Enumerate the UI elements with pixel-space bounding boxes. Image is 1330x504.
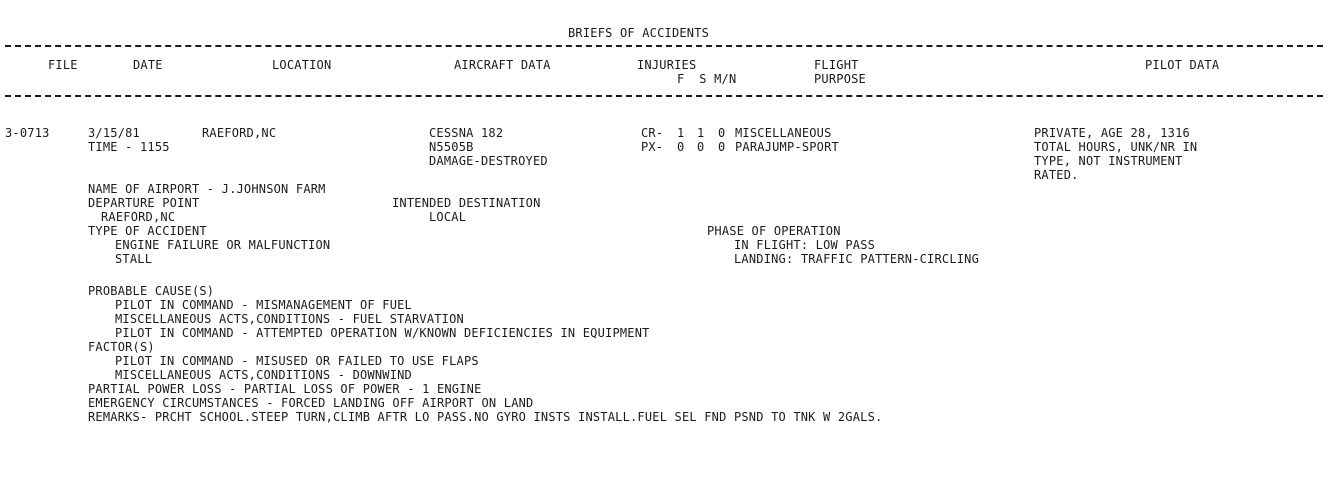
pilot-data-line-2: TOTAL HOURS, UNK/NR IN — [1034, 140, 1198, 154]
header-injuries: INJURIES — [637, 58, 697, 72]
probable-cause-label: PROBABLE CAUSE(S) — [88, 284, 215, 298]
partial-power-loss: PARTIAL POWER LOSS - PARTIAL LOSS OF POWER - 1 ENGINE — [88, 382, 482, 396]
header-aircraft-data: AIRCRAFT DATA — [454, 58, 551, 72]
aircraft-model: CESSNA 182 — [429, 126, 504, 140]
header-bottom-rule — [5, 95, 1323, 97]
factor-item-2: MISCELLANEOUS ACTS,CONDITIONS - DOWNWIND — [115, 368, 412, 382]
aircraft-registration: N5505B — [429, 140, 474, 154]
injury-crew-minor: 0 — [718, 126, 726, 140]
header-purpose: PURPOSE — [814, 72, 866, 86]
type-of-accident-item-1: ENGINE FAILURE OR MALFUNCTION — [115, 238, 331, 252]
header-pilot-data: PILOT DATA — [1145, 58, 1220, 72]
remarks: REMARKS- PRCHT SCHOOL.STEEP TURN,CLIMB AFTR LO PASS.NO GYRO INSTS INSTALL.FUEL SEL FND PSND TO TNK W 2GALS. — [88, 410, 883, 424]
injury-crew-fatal: 1 — [677, 126, 685, 140]
accident-location: RAEFORD,NC — [202, 126, 277, 140]
page-title: BRIEFS OF ACCIDENTS — [568, 26, 710, 40]
injury-crew-label: CR- — [641, 126, 664, 140]
injury-pax-minor: 0 — [718, 140, 726, 154]
airport-name: NAME OF AIRPORT - J.JOHNSON FARM — [88, 182, 326, 196]
departure-value: RAEFORD,NC — [101, 210, 176, 224]
header-file: FILE — [48, 58, 78, 72]
accident-time: TIME - 1155 — [88, 140, 170, 154]
injury-crew-serious: 1 — [697, 126, 705, 140]
factor-item-1: PILOT IN COMMAND - MISUSED OR FAILED TO USE FLAPS — [115, 354, 479, 368]
injury-pax-serious: 0 — [697, 140, 705, 154]
file-number: 3-0713 — [5, 126, 50, 140]
flight-purpose-2: PARAJUMP-SPORT — [735, 140, 839, 154]
factor-label: FACTOR(S) — [88, 340, 155, 354]
header-injuries-sub: F S M/N — [677, 72, 737, 86]
phase-item-1: IN FLIGHT: LOW PASS — [734, 238, 876, 252]
header-top-rule — [5, 45, 1323, 47]
pilot-data-line-4: RATED. — [1034, 168, 1079, 182]
flight-purpose-1: MISCELLANEOUS — [735, 126, 832, 140]
header-date: DATE — [133, 58, 163, 72]
pilot-data-line-3: TYPE, NOT INSTRUMENT — [1034, 154, 1183, 168]
accident-date: 3/15/81 — [88, 126, 140, 140]
header-flight: FLIGHT — [814, 58, 859, 72]
phase-of-operation-label: PHASE OF OPERATION — [707, 224, 841, 238]
type-of-accident-label: TYPE OF ACCIDENT — [88, 224, 207, 238]
pilot-data-line-1: PRIVATE, AGE 28, 1316 — [1034, 126, 1190, 140]
header-location: LOCATION — [272, 58, 332, 72]
injury-pax-fatal: 0 — [677, 140, 685, 154]
injury-pax-label: PX- — [641, 140, 664, 154]
destination-value: LOCAL — [429, 210, 467, 224]
phase-item-2: LANDING: TRAFFIC PATTERN-CIRCLING — [734, 252, 980, 266]
emergency-circumstances: EMERGENCY CIRCUMSTANCES - FORCED LANDING OFF AIRPORT ON LAND — [88, 396, 534, 410]
probable-cause-item-1: PILOT IN COMMAND - MISMANAGEMENT OF FUEL — [115, 298, 412, 312]
probable-cause-item-3: PILOT IN COMMAND - ATTEMPTED OPERATION W/KNOWN DEFICIENCIES IN EQUIPMENT — [115, 326, 650, 340]
departure-label: DEPARTURE POINT — [88, 196, 200, 210]
aircraft-damage: DAMAGE-DESTROYED — [429, 154, 548, 168]
destination-label: INTENDED DESTINATION — [392, 196, 541, 210]
probable-cause-item-2: MISCELLANEOUS ACTS,CONDITIONS - FUEL STARVATION — [115, 312, 464, 326]
type-of-accident-item-2: STALL — [115, 252, 153, 266]
